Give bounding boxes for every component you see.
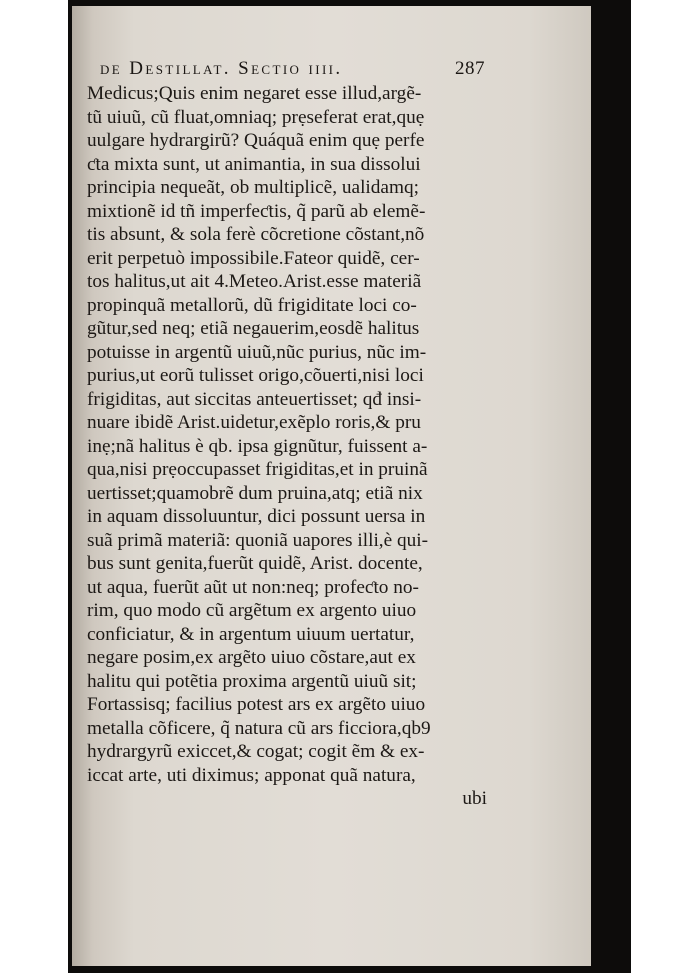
text-line: ƈta mixta sunt, ut animantia, in sua dissolui (87, 153, 421, 175)
running-header (100, 58, 485, 84)
text-line: frigiditas, aut siccitas anteuertisset; qđ insi- (87, 388, 422, 410)
text-line: Fortassisq; facilius potest ars ex argẽto uiuo (87, 694, 426, 715)
page-number: 287 (455, 58, 485, 79)
text-line: ut aqua, fuerũt aũt ut non:neq; profeƈto no- (87, 576, 419, 598)
text-line: conficiatur, & in argentum uiuum uertatur, (87, 623, 415, 645)
text-line: suã primã materiã: quoniã uapores illi,è qui- (87, 529, 429, 551)
text-line: purius,ut eorũ tulisset origo,cõuerti,nisi loci (87, 365, 424, 386)
text-line: qua,nisi prẹoccupasset frigiditas,et in pruinã (87, 459, 428, 480)
text-line: negare posim,ex argẽto uiuo cõstare,aut ex (87, 647, 416, 668)
text-line: uulgare hydrargirũ? Quáquã enim quẹ perfe (87, 130, 425, 151)
text-line: nuare ibidẽ Arist.uidetur,exẽplo roris,& pru (87, 412, 421, 433)
text-line: Medicus;Quis enim negaret esse illud,argẽ- (87, 83, 422, 104)
text-line: potuisse in argentũ uiuũ,nũc purius, nũc im- (87, 341, 427, 363)
text-line: uertisset;quamobrẽ dum pruina,atq; etiã nix (87, 482, 423, 504)
text-line: principia nequeãt, ob multiplicẽ, ualidamq; (87, 177, 419, 198)
text-line: propinquã metallorũ, dũ frigiditate loci co- (87, 294, 417, 316)
text-line: mixtionẽ id tñ imperfeƈtis, q̃ parũ ab elemẽ- (87, 200, 426, 222)
text-line: tis absunt, & sola ferè cõcretione cõstant,nõ (87, 224, 425, 245)
text-line: tos halitus,ut ait 4.Meteo.Arist.esse materiã (87, 271, 422, 292)
text-line: inẹ;nã halitus è qb. ipsa gignũtur, fuissent a- (87, 435, 428, 457)
text-line: hydrargyrũ exiccet,& cogat; cogit ẽm & ex- (87, 741, 425, 762)
text-line: gũtur,sed neq; etiã negauerim,eosdẽ halitus (87, 318, 420, 339)
running-title: de Destillat. Sectio iiii. (100, 58, 343, 79)
catchword: ubi (462, 788, 487, 809)
text-line: bus sunt genita,fuerũt quidẽ, Arist. docente, (87, 553, 423, 574)
text-line: iccat arte, uti diximus; apponat quã natura, (87, 764, 416, 786)
body-text (87, 82, 501, 811)
text-line: in aquam dissoluuntur, dici possunt uersa in (87, 506, 426, 527)
text-line: erit perpetuò impossibile.Fateor quidẽ, cer- (87, 247, 420, 269)
text-line: metalla cõficere, q̃ natura cũ ars ficciora,qb9 (87, 717, 431, 739)
text-line: tũ uiuũ, cũ fluat,omniaq; prẹseferat erat,quẹ (87, 106, 425, 128)
text-line: rim, quo modo cũ argẽtum ex argento uiuo (87, 600, 417, 621)
text-line: halitu qui potẽtia proxima argentũ uiuũ sit; (87, 670, 417, 692)
